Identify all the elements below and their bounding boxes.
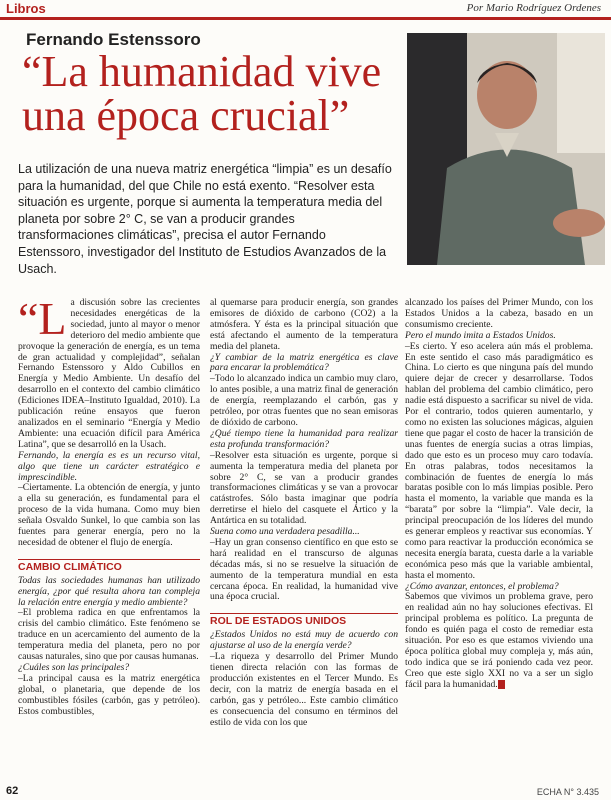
question [18,451,200,484]
paragraph [18,293,200,451]
page-number: 62 [6,785,19,797]
text: –Todo lo alcanzado indica un cambio muy claro, lo antes posible, a una matriz final de generación de energía, reemplazando el carbón, gas y petróleo, por otras fuentes que no sean emisoras de dióxido de carbono. [210,373,398,428]
article-column-1 [18,293,200,718]
text: CAMBIO CLIMÁTICO [18,560,122,573]
text: ¿Estados Unidos no está muy de acuerdo con ajustarse al uso de la energía verde? [210,629,398,652]
text: Suena como una verdadera pesadilla... [210,526,360,538]
text: –La principal causa es la matriz energética global, o planetaria, que depende de los combustibles fósiles (carbón, gas y petróleo). Estos combustibles, [18,672,200,717]
paragraph [18,608,200,663]
text: al quemarse para producir energía, son grandes emisores de dióxido de carbono (CO2) a la atmósfera. Y ésta es la principal situación que está afectando el aumento de la temperatura media del planeta. [210,297,398,352]
text: Sabemos que vivimos un problema grave, pero en realidad aún no hay soluciones efectivas. El principal problema es político. La pregunta de fondo es quién paga el costo de remediar esta situación. Por eso es que estamos viviendo una época política global muy compleja y, más aún, todo indica que se irá poniendo cada vez peor. Creo que este siglo XXI no va a ser un siglo fácil para la humanidad. [405,591,593,690]
paragraph [210,374,398,429]
footer-source: ECHA N° 3.435 [536,787,599,797]
paragraph [405,342,593,582]
interviewee-name: Fernando Estenssoro [26,30,201,49]
text: Fernando, la energía es es un recurso vital, algo que tiene un carácter estratégico e imprescindible. [18,449,200,483]
end-mark-icon [498,680,505,689]
headline [22,47,402,140]
text: Todas las sociedades humanas han utilizado energía, ¿por qué resulta ahora tan compleja la relación entre energía y medio ambiente? [18,574,200,608]
section-rule [0,17,611,20]
article-column-2 [210,298,398,728]
text: Pero el mundo imita a Estados Unidos. [405,329,556,341]
section-heading [210,613,398,627]
paragraph [18,483,200,548]
question [210,630,398,652]
question [210,429,398,451]
text: ¿Y cambiar de la matriz energética es clave para encarar la problemática? [210,351,398,374]
text: –La riqueza y desarrollo del Primer Mundo tienen directa relación con las formas de producción existentes en el Tercer Mundo. Es decir, con la matriz de energía basada en el carbón, gas y petróleo... Este cambio climático es consecuencia del consumo en términos del estilo de vida con los que [210,651,398,728]
text: ROL DE ESTADOS UNIDOS [210,615,347,628]
paragraph [210,652,398,728]
text: a discusión sobre las crecientes necesidades energéticas de la sociedad, junto al mayor o menor deterioro del medio ambiente que provoque la generación de energía, es un tema de gran actualidad y complejidad”, señalan Fernando Estenssoro y Aldo Cubillos en Energía y Medio Ambiente. Un desafío del desarrollo en el contexto del cambio climático (Ediciones IDEA–Instituto Igualdad, 2010). La publicación reúne ensayos que fueron analizados en el seminario “Energía y Medio Ambiente: una ecuación difícil para América Latina”, que se desarrolló en la Usach. [18,297,200,450]
text: ¿Cuáles son las principales? [18,662,130,673]
headline-line-2: una época crucial” [22,91,350,140]
paragraph [210,538,398,603]
section-heading [18,559,200,573]
paragraph [210,451,398,527]
text: ¿Qué tiempo tiene la humanidad para realizar esta profunda transformación? [210,427,398,450]
question [210,353,398,375]
text: ¿Cómo avanzar, entonces, el problema? [405,580,559,592]
lead-paragraph: La utilización de una nueva matriz energética “limpia” es un desafío para la humanidad, del que Chile no está exento. “Resolver esta situación es urgente, porque si aumenta la temperatura media del planeta por sobre 2° C, se van a producir grandes transformaciones climáticas”, precisa el autor Fernando Estenssoro, investigador del Instituto de Estudios Avanzados de la Usach. [18,162,392,276]
paragraph [18,674,200,718]
question [18,576,200,609]
text: –Resolver esta situación es urgente, porque si aumenta la temperatura media del planeta por sobre 2° C, se van a producir grandes transformaciones climáticas y se van a provocar catástrofes. Sólo basta imaginar que podría derretirse el hielo del casquete el Ártico y la Antártica en su totalidad. [210,449,398,527]
paragraph [405,298,593,331]
text: –Es cierto. Y eso acelera aún más el problema. En este sentido el caso más paradigmático es China. Lo cierto es que ninguna país del mundo quiere dejar de crecer y desarrollarse. Todos hablan del problema del cambio climático, pero nadie está dispuesto a sacrificar su nivel de vida. Por el contrario, todos quieren aumentarlo, y como no existen las soluciones mágicas, alguien tiene que pagar el costo de hacer la transición de unas fuentes de energía sucias a otras limpias, dado que esto es un proceso muy caro todavía. En otras palabras, todos necesitamos la combinación de fuentes de energía lo más baratas posible con lo más limpias posible. Pero hasta el momento, la variable que manda es la “barata” por sobre la “limpia”. Vale decir, la principal preocupación de los líderes del mundo es generar empleos y reactivar sus economías. Y como para reactivar la producción económica se necesita energía barata, cuesta darle a la variable económica peso más que la variable ambiental, hasta el momento. [405,340,593,581]
portrait-illustration [407,33,605,265]
article-column-3 [405,298,593,691]
paragraph [210,298,398,353]
text: alcanzado los países del Primer Mundo, con los Estados Unidos a la cabeza, basado en un consumismo creciente. [405,297,593,330]
headline-line-1: “La humanidad vive [22,47,382,96]
section-label: Libros [6,1,46,16]
text: –Ciertamente. La obtención de energía, y junto a ella su generación, es fundamental para el proceso de la vida humana. Como muy bien señala Osvaldo Sunkel, lo que cambia son las fuentes para generar energía, pero no la necesidad de obtener el flujo de energía. [18,482,200,548]
interviewee-photo [407,33,605,265]
byline: Por Mario Rodríguez Ordenes [466,2,601,14]
paragraph [405,592,593,690]
drop-cap: “L [18,293,67,344]
text: –El problema radica en que enfrentamos la crisis del cambio climático. Este fenómeno se traduce en un acercamiento del aumento de la temperatura media del planeta, pero no por causas naturales, sino que por causas humanas. [18,607,200,663]
text: –Hay un gran consenso científico en que esto se hará realidad en el transcurso de algunas décadas más, si no se resuelve la situación de aumento de la temperatura mundial en esta cercana época. En realidad, la humanidad vive una época crucial. [210,536,398,603]
